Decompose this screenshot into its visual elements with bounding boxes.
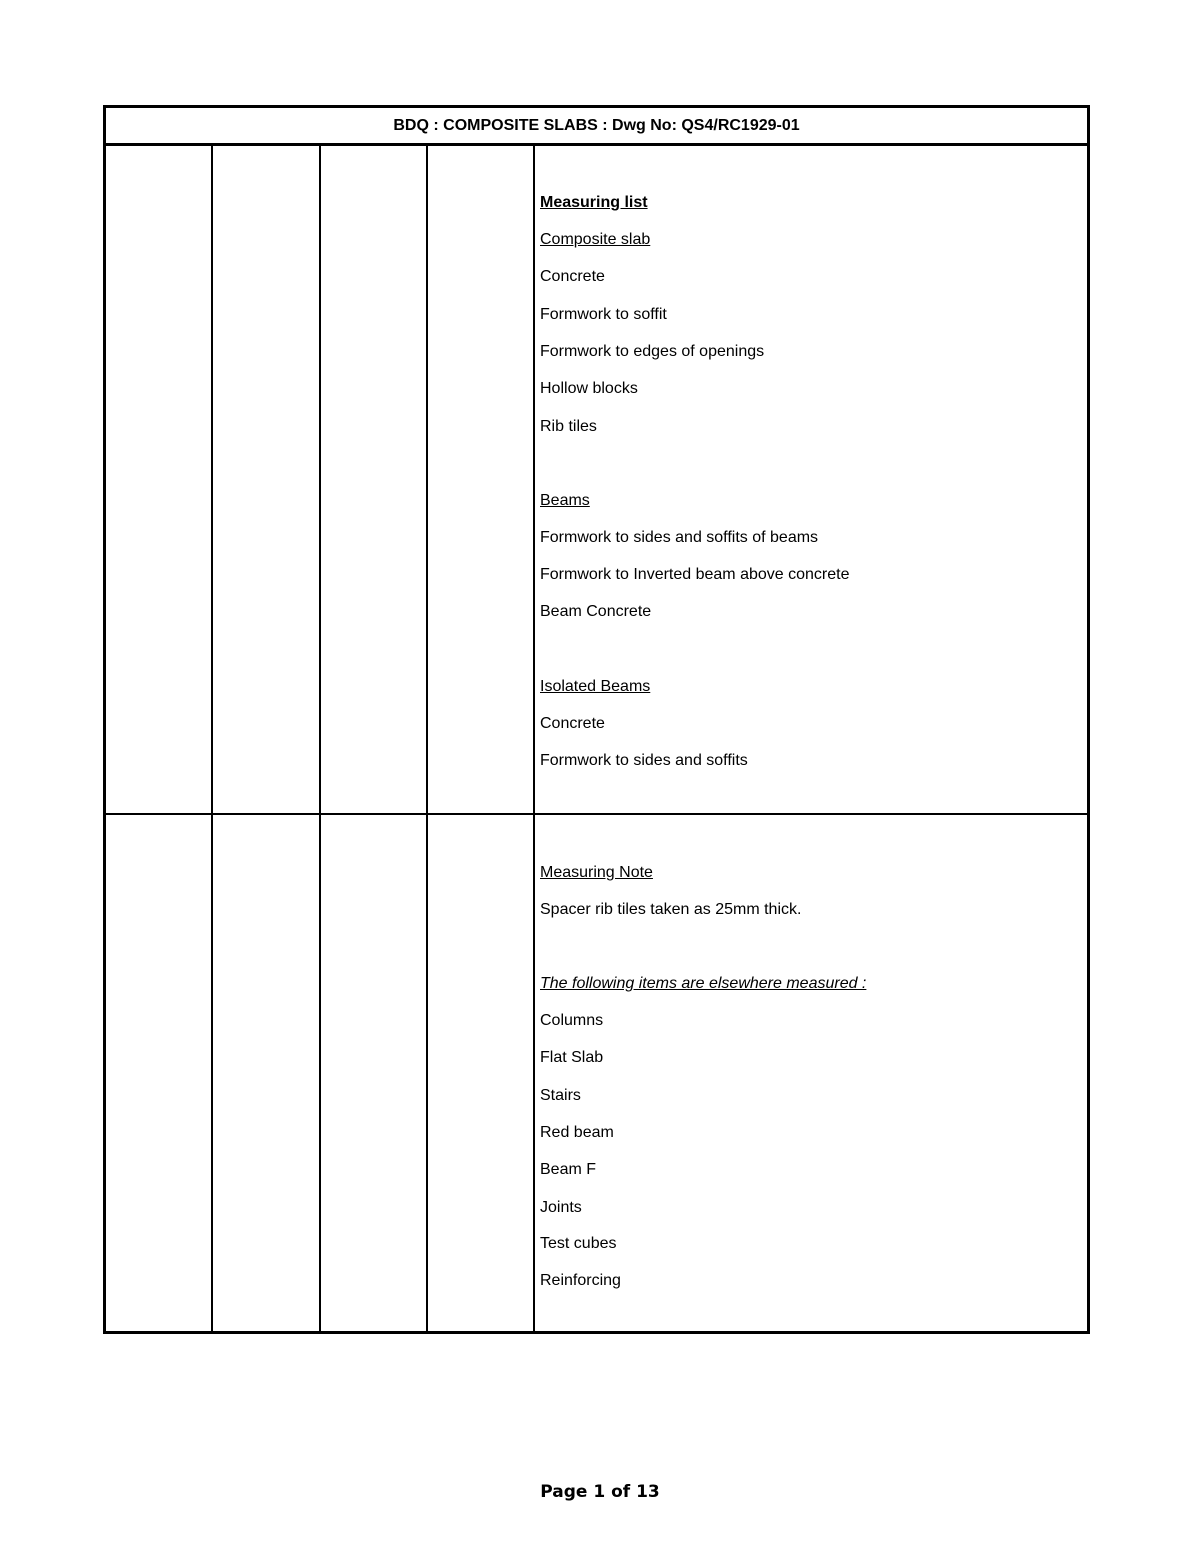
- list-item: Beam F: [540, 1161, 597, 1178]
- list-item: Concrete: [540, 268, 605, 285]
- measuring-note-text: Spacer rib tiles taken as 25mm thick.: [540, 901, 802, 918]
- list-item: Joints: [540, 1199, 582, 1216]
- list-item: Formwork to sides and soffits: [540, 752, 748, 769]
- sheet-title: BDQ : COMPOSITE SLABS : Dwg No: QS4/RC1929-01: [106, 108, 1087, 146]
- composite-slab-heading: Composite slab: [540, 231, 651, 248]
- list-item: Stairs: [540, 1087, 581, 1104]
- list-item: Formwork to Inverted beam above concrete: [540, 566, 850, 583]
- page-number: Page 1 of 13: [540, 1482, 660, 1502]
- list-item: Reinforcing: [540, 1272, 621, 1289]
- list-item: Test cubes: [540, 1235, 617, 1252]
- list-item: Formwork to edges of openings: [540, 343, 765, 360]
- column-divider-4: [533, 146, 535, 1331]
- row-divider: [106, 813, 1087, 815]
- list-item: Columns: [540, 1012, 604, 1029]
- list-item: Red beam: [540, 1124, 614, 1141]
- measuring-list-heading: Measuring list: [540, 194, 648, 211]
- list-item: Hollow blocks: [540, 380, 638, 397]
- column-divider-3: [426, 146, 428, 1331]
- list-item: Flat Slab: [540, 1049, 604, 1066]
- column-divider-2: [319, 146, 321, 1331]
- list-item: Formwork to sides and soffits of beams: [540, 529, 819, 546]
- elsewhere-measured-heading: The following items are elsewhere measured :: [540, 975, 867, 992]
- measurement-sheet: [103, 105, 1090, 1334]
- list-item: Beam Concrete: [540, 603, 652, 620]
- isolated-beams-heading: Isolated Beams: [540, 678, 651, 695]
- beams-heading: Beams: [540, 492, 590, 509]
- list-item: Concrete: [540, 715, 605, 732]
- column-divider-1: [211, 146, 213, 1331]
- list-item: Rib tiles: [540, 418, 597, 435]
- measuring-note-heading: Measuring Note: [540, 864, 653, 881]
- list-item: Formwork to soffit: [540, 306, 667, 323]
